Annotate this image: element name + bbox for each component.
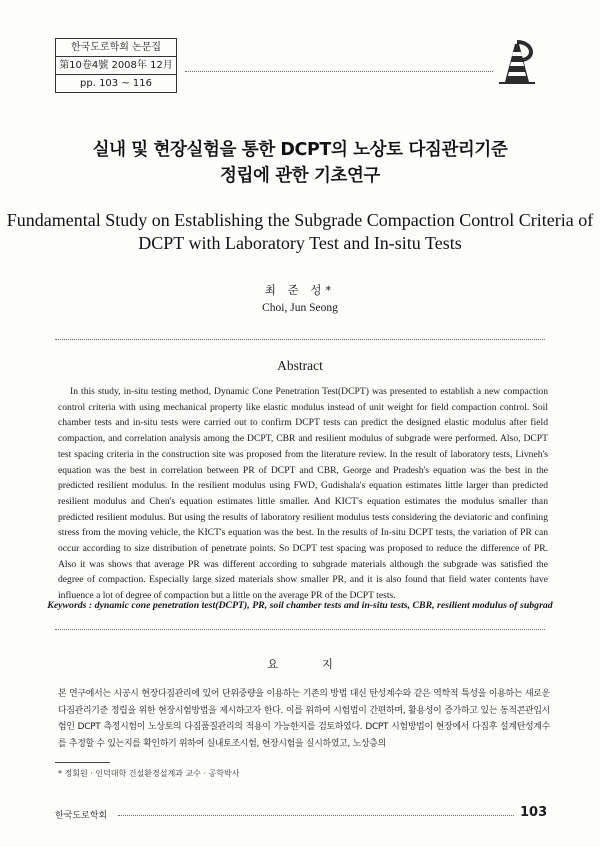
journal-logo-icon xyxy=(497,38,537,86)
keywords-bottom-rule xyxy=(55,629,545,630)
keywords-line: Keywords : dynamic cone penetration test(DCPT), PR, soil chamber tests and in-situ tests, CBR, resilient modulus of subgrad xyxy=(47,600,553,611)
abstract-body: In this study, in-situ testing method, Dynamic Cone Penetration Test(DCPT) was presented to establish a new compaction control criteria with using mechanical property like elastic modulus instead of unit weight for field compaction control. Soil chamber tests and in-situ tests were carried out to confirm DCPT tests can predict the designed elastic modulus after field compaction, and correlation analysis among the DCPT, CBR and resilient modulus of subgrade were performed. Also, DCPT test spacing criteria in the construction site was proposed from the literature review. In the result of laboratory tests, Livneh's equation was the best in correlation between PR of DCPT and CBR, George and Pradesh's equation was the best in the predicted resilient modulus. In the resilient modulus using FWD, Gudishala's equation estimates little larger than predicted resilient modulus and Chen's equation estimates little smaller. And KICT's equation estimates the modulus smaller than predicted resilient modulus. But using the results of laboratory resilient modulus tests considering the deviatoric and confining stress from the moving vehicle, the KICT's equation was the best. In the results of In-situ DCPT tests, the variation of PR can occur according to size distribution of penetrate points. So DCPT test spacing was proposed to reduce the difference of PR. Also it was shows that average PR was different according to subgrade materials although the subgrade was satisfied the degree of compaction. Especially large sized materials show smaller PR, and it is also found that field water contents have influence a lot of degree of compaction but a little on the average PR of the DCPT tests. xyxy=(58,386,548,602)
abstract-top-rule xyxy=(55,339,545,340)
header-dotted-rule xyxy=(185,71,493,72)
korean-title-line-1: 실내 및 현장실험을 통한 DCPT의 노상토 다짐관리기준 xyxy=(92,140,508,160)
footnote-rule xyxy=(55,762,110,763)
author-korean: 최 준 성* xyxy=(264,283,336,297)
journal-info-box xyxy=(55,38,177,93)
footer-journal-name: 한국도로학회 xyxy=(55,811,108,821)
korean-title-line-2: 정립에 관한 기초연구 xyxy=(220,166,380,186)
journal-name: 한국도로학회 논문집 xyxy=(56,39,176,57)
footer-dotted-rule xyxy=(118,815,514,816)
english-title-line-1: Fundamental Study on Establishing the Subgrade Compaction Control Criteria of xyxy=(6,210,594,230)
page-number: 103 xyxy=(520,805,548,820)
page-range: pp. 103 ~ 116 xyxy=(80,78,152,89)
abstract-heading: Abstract xyxy=(277,358,323,373)
english-title-line-2: DCPT with Laboratory Test and In-situ Tests xyxy=(138,233,462,253)
volume-issue: 第10卷4號 2008年 12月 xyxy=(56,57,176,75)
korean-summary-body: 본 연구에서는 시공시 현장다짐관리에 있어 단위중량을 이용하는 기존의 방법 대신 탄성계수와 같은 역학적 특성을 이용하는 새로운 다짐관리기준 정립을 위한 현장시험방법을 제시하고자 한다. 이를 위하여 시험법이 간편하며, 활용성이 증가하고 있는 동적콘관입시험인 DCPT 측정시험이 노상토의 다짐품질관리의 적용이 가능한지를 검토하였다. DCPT 시험방법이 현장에서 다짐후 설계탄성계수를 추정할 수 있는지를 확인하기 위하여 실내토조시험, 현장시험을 실시하였고, 노상층의 xyxy=(58,689,550,749)
author-english: Choi, Jun Seong xyxy=(262,302,338,314)
korean-summary-heading: 요 지 xyxy=(267,657,353,671)
author-affiliation-footnote: * 정회원 · 인덕대학 건설환경설계과 교수 · 공학박사 xyxy=(58,769,240,778)
